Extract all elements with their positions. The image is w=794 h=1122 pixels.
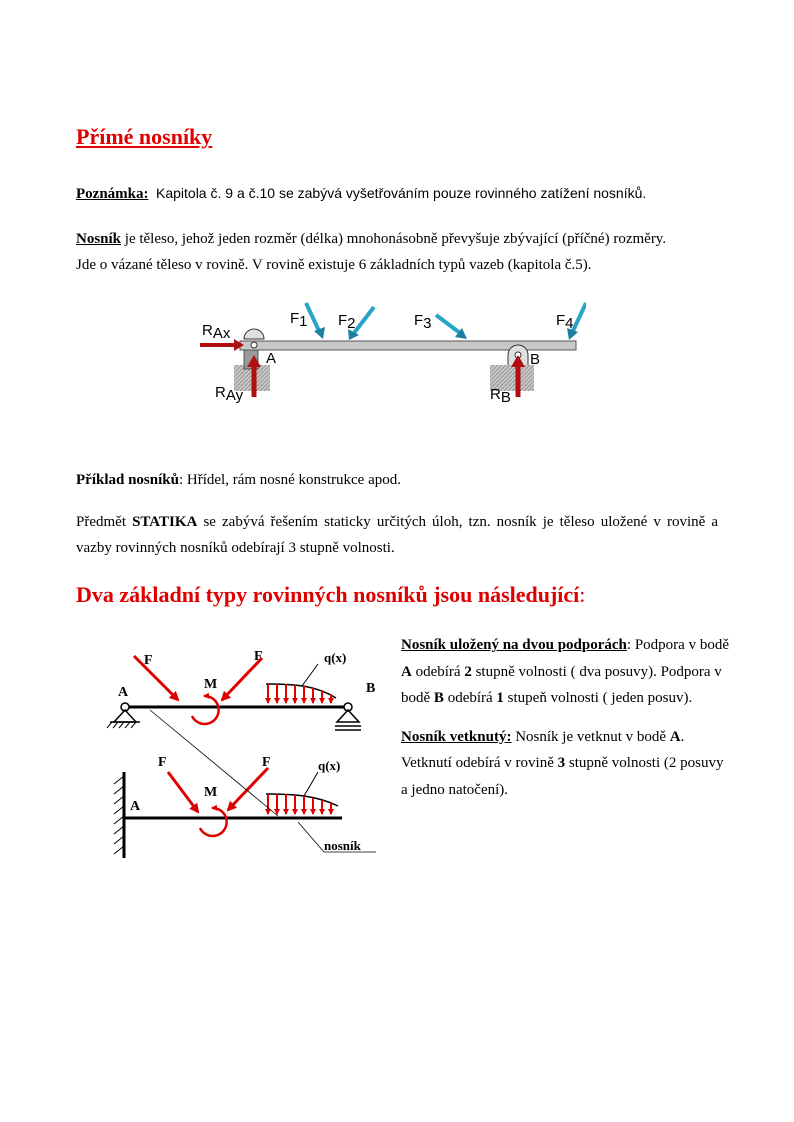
f1-label: F1 — [290, 310, 308, 330]
type1-text1: : Podpora v bodě — [626, 637, 729, 653]
top-f1-label: F — [144, 653, 153, 668]
top-m-label: M — [204, 677, 218, 692]
type1-b: B — [433, 690, 444, 706]
bottom-f1-label: F — [158, 755, 167, 770]
bottom-f2-label: F — [262, 755, 271, 770]
type1-paragraph — [401, 632, 731, 712]
top-q-label: q(x) — [324, 650, 347, 665]
statics-before: Předmět — [76, 514, 126, 530]
page-title: Přímé nosníky — [76, 124, 213, 149]
definition-line1: je těleso, jehož jeden rozměr (délka) mnohonásobně převyšuje zbývající (příčné) rozměry. — [124, 231, 667, 247]
top-f2-label: F — [254, 649, 263, 664]
top-a-label: A — [118, 685, 129, 700]
bottom-q-label: q(x) — [318, 758, 341, 773]
beam-types-text — [401, 632, 731, 815]
statics-bold: STATIKA — [132, 514, 198, 530]
f4-arrow — [572, 303, 586, 333]
top-support-a-hatch — [107, 722, 136, 728]
top-f2-arrow — [222, 658, 262, 700]
type1-n1: 1 — [496, 690, 504, 706]
type2-n3: 3 — [557, 755, 566, 771]
top-b-label: B — [366, 681, 376, 696]
point-a-label: A — [266, 350, 277, 367]
rax-label: RAx — [202, 322, 231, 342]
bottom-f1-arrow — [168, 772, 198, 812]
f4-label: F4 — [556, 312, 574, 332]
section-title — [76, 582, 585, 608]
f3-label: F3 — [414, 312, 432, 332]
statics-after: se zabývá řešením staticky určitých úloh, tzn. nosník je těleso uložené v rovině a vazby rovinných nosníků odebírají 3 stupně volnosti. — [76, 514, 719, 556]
example-label: Příklad nosníků — [76, 472, 179, 488]
example-text: : Hřídel, rám nosné konstrukce apod. — [178, 472, 401, 488]
beam-label: nosník — [324, 838, 361, 853]
note-text: Kapitola č. 9 a č.10 se zabývá vyšetřováním pouze rovinného zatížení nosníků. — [156, 185, 647, 201]
f3-arrow — [436, 315, 460, 333]
note-label: Poznámka: — [76, 186, 149, 202]
top-support-a — [114, 710, 136, 722]
type2-text1: Nosník je vetknut v bodě — [511, 728, 670, 745]
top-q-leader — [302, 664, 318, 686]
bottom-q-leader — [304, 772, 318, 796]
pin-a — [251, 342, 257, 348]
f2-arrow — [354, 307, 374, 333]
type1-text4: odebírá — [443, 690, 497, 706]
type1-text3: stupně volnosti ( dva posuvy). Podpora v bodě — [401, 663, 722, 706]
top-load-arrows — [268, 684, 331, 703]
top-moment — [192, 696, 219, 724]
type2-text2: . Vetknutí odebírá v rovině — [401, 728, 685, 771]
top-support-b — [337, 710, 359, 722]
beam-leader — [298, 822, 324, 852]
definition-term: Nosník — [76, 231, 122, 247]
point-b-label: B — [530, 351, 541, 368]
f2-label: F2 — [338, 312, 356, 332]
bottom-a-label: A — [130, 799, 141, 814]
top-f1-arrow — [134, 656, 178, 700]
ray-label: RAy — [215, 384, 244, 404]
example-paragraph — [76, 467, 401, 493]
type1-a: A — [401, 663, 412, 680]
definition-line2: Jde o vázané těleso v rovině. V rovině existuje 6 základních typů vazeb (kapitola č.5). — [76, 257, 592, 273]
note-paragraph — [76, 180, 646, 207]
bottom-moment — [200, 808, 227, 836]
beam-forces-figure — [196, 295, 586, 407]
type2-a: A — [669, 728, 681, 745]
bottom-load-arrows — [268, 794, 331, 814]
statics-paragraph — [76, 509, 718, 561]
definition-paragraph — [76, 226, 666, 278]
bottom-m-label: M — [204, 785, 218, 800]
type1-text2: odebírá — [411, 663, 465, 680]
f1-arrow — [306, 303, 320, 333]
type1-text5: stupeň volnosti ( jeden posuv). — [503, 690, 693, 706]
section-title-main: Dva základní typy rovinných nosníků jsou následující — [76, 582, 580, 607]
cross-leader — [150, 710, 278, 816]
section-title-colon: : — [579, 582, 586, 607]
rb-label: RB — [490, 386, 511, 406]
type2-paragraph — [401, 724, 731, 804]
type2-text3: stupně volnosti (2 posuvy a jedno natočení). — [401, 755, 724, 798]
beam-types-figure — [92, 640, 382, 872]
type1-n2: 2 — [464, 663, 472, 680]
support-a-hinge — [244, 329, 264, 339]
type1-heading: Nosník uložený na dvou podporách — [401, 637, 627, 653]
type2-heading: Nosník vetknutý: — [401, 728, 512, 745]
bottom-f2-arrow — [228, 768, 268, 810]
